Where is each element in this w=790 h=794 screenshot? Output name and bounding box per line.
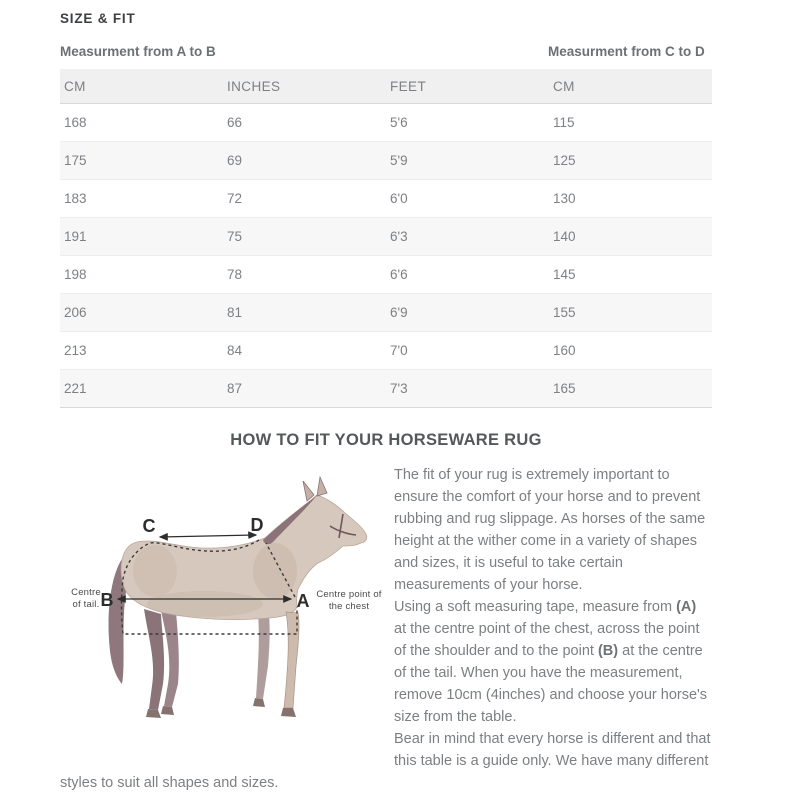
fit-paragraph: The fit of your rug is extremely important to ensure the comfort of your horse and to prevent rubbing and rug slippage. As horses of the same height at the wither come in a variety of shapes and sizes, it is useful to take certain measurements of your horse. (394, 467, 706, 593)
page-title: SIZE & FIT (60, 11, 136, 26)
column-header: CM (60, 69, 223, 104)
table-cell: 160 (553, 343, 576, 358)
table-cell: 168 (64, 115, 87, 130)
measurement-label-a-to-b: Measurment from A to B (60, 44, 216, 59)
horse-ear-right (317, 477, 327, 496)
horse-measurement-diagram (60, 466, 394, 754)
point-label-b: B (100, 590, 114, 610)
table-cell: 6'0 (390, 191, 408, 206)
table-cell: 115 (553, 115, 575, 130)
table-cell: 145 (553, 267, 576, 282)
size-table-header-row (60, 69, 712, 104)
size-table (60, 69, 712, 408)
table-cell: 130 (553, 191, 576, 206)
table-cell: 72 (227, 191, 243, 206)
table-cell: 140 (553, 229, 576, 244)
table-cell: 7'0 (390, 343, 408, 358)
fit-paragraph: Using a soft measuring tape, measure from (A) at the centre point of the chest, across the point of the shoulder and to the point (B) at the centre of the tail. When you have the measurement, remove 10cm (4inches) and choose your horse's size from the table. (394, 599, 708, 725)
caption-centre-point-chest-line2: the chest (328, 601, 370, 612)
horse-belly-shading (147, 591, 263, 617)
table-cell: 84 (227, 343, 243, 358)
table-cell: 6'6 (390, 267, 408, 282)
table-cell: 213 (64, 343, 87, 358)
fit-paragraph: Bear in mind that every horse is different and that this table is a guide only. We have many different styles to suit all shapes and sizes. (60, 731, 711, 791)
table-cell: 206 (64, 305, 87, 320)
table-cell: 66 (227, 115, 243, 130)
horse-shoulder-shading (253, 543, 297, 599)
measurement-label-c-to-d: Measurment from C to D (548, 44, 705, 59)
table-row (60, 332, 712, 370)
point-label-a: A (296, 591, 310, 611)
caption-centre-of-tail-line1: Centre (71, 587, 101, 598)
table-cell: 175 (64, 153, 87, 168)
table-cell: 165 (553, 381, 576, 396)
table-row (60, 294, 712, 332)
table-row (60, 104, 712, 142)
size-fit-section (60, 0, 712, 794)
table-cell: 81 (227, 305, 243, 320)
table-row (60, 256, 712, 294)
table-cell: 221 (64, 381, 87, 396)
table-cell: 75 (227, 229, 243, 244)
caption-centre-point-chest-line1: Centre point of (316, 589, 382, 600)
fit-guide-content (60, 464, 712, 794)
size-table-head (60, 69, 712, 104)
table-cell: 198 (64, 267, 87, 282)
table-row (60, 180, 712, 218)
table-labels-row (60, 44, 712, 60)
horse-ear-left (303, 481, 314, 501)
horse-hoof-front-far (253, 698, 265, 707)
horse-hoof-hind-near (146, 709, 161, 718)
horse-hoof-hind-far (161, 706, 174, 715)
horse-front-far-leg (256, 614, 270, 699)
table-cell: 125 (553, 153, 576, 168)
table-cell: 5'9 (390, 153, 408, 168)
table-cell: 87 (227, 381, 243, 396)
table-cell: 6'3 (390, 229, 408, 244)
column-header: FEET (386, 69, 549, 104)
table-cell: 155 (553, 305, 576, 320)
table-cell: 183 (64, 191, 87, 206)
column-header: CM (549, 69, 712, 104)
measure-arrow-cd (160, 535, 256, 537)
point-label-c: C (142, 516, 156, 536)
horse-flank-shading (133, 545, 177, 597)
horse-front-near-leg (284, 612, 299, 708)
horse-hoof-front-near (281, 708, 296, 717)
table-cell: 78 (227, 267, 243, 282)
table-cell: 6'9 (390, 305, 408, 320)
fit-guide-heading: HOW TO FIT YOUR HORSEWARE RUG (230, 431, 542, 449)
caption-centre-of-tail-line2: of tail. (72, 599, 100, 610)
table-cell: 7'3 (390, 381, 408, 396)
table-cell: 191 (64, 229, 87, 244)
column-header: INCHES (223, 69, 386, 104)
table-cell: 69 (227, 153, 243, 168)
size-table-body (60, 104, 712, 408)
table-row (60, 218, 712, 256)
table-cell: 5'6 (390, 115, 408, 130)
table-row (60, 370, 712, 408)
point-label-d: D (250, 515, 264, 535)
table-row (60, 142, 712, 180)
horse-hind-near-leg (144, 609, 164, 710)
